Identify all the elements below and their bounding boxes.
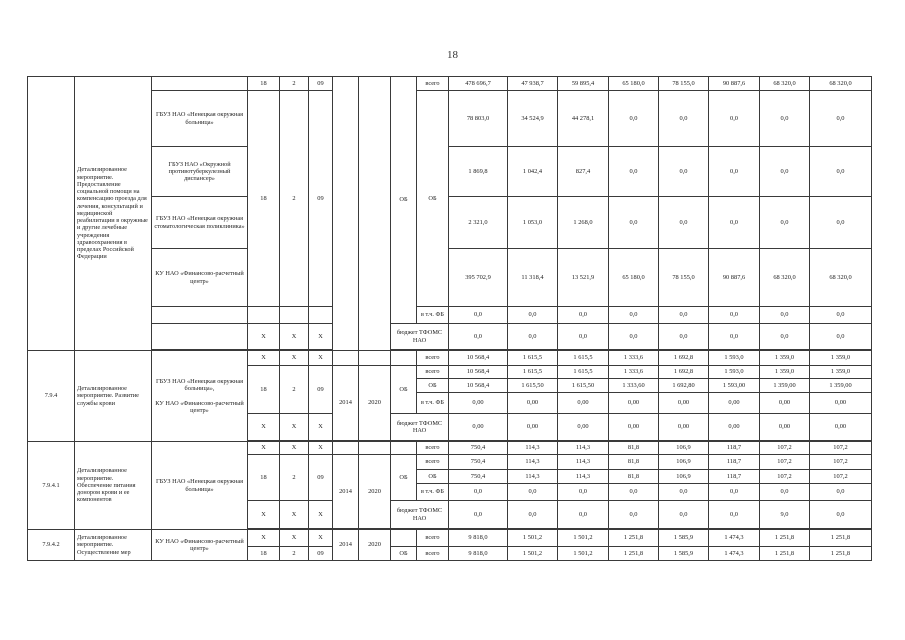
total-label: всего [417,547,449,561]
code-cell: 2 [280,366,309,414]
value-cell: 78 803,0 [449,91,508,147]
value-cell: 1 615,50 [558,379,609,393]
value-cell: 78 155,0 [659,77,709,91]
value-cell: 47 938,7 [508,77,558,91]
empty-cell [152,324,248,350]
value-cell: 107,2 [810,455,872,470]
value-cell: 1 359,0 [810,366,872,379]
value-cell: 1 251,8 [609,547,659,561]
code-cell: 18 [248,547,280,561]
value-cell: 0,0 [609,324,659,350]
value-cell: 0,0 [508,484,558,501]
value-cell: 1 359,00 [760,379,810,393]
code-cell: 18 [248,91,280,307]
value-cell: 0,0 [760,147,810,197]
year-from-cell: 2014 [333,455,359,529]
empty-cell [333,351,359,366]
value-cell: 65 180,0 [609,249,659,307]
value-cell: 395 702,9 [449,249,508,307]
value-cell: 114,3 [508,470,558,484]
code-cell: 09 [309,547,333,561]
value-cell: 0,0 [508,324,558,350]
empty-cell [152,307,248,324]
value-cell: 750,4 [449,470,508,484]
value-cell: 78 155,0 [659,249,709,307]
value-cell: 0,0 [609,197,659,249]
row-number-cell: 7.9.4.1 [28,442,75,530]
page-number: 18 [447,49,458,61]
value-cell: 107,2 [760,442,810,455]
value-cell: 13 521,9 [558,249,609,307]
value-cell: 1 615,5 [508,366,558,379]
code-cell: X [280,324,309,350]
value-cell: 68 320,0 [760,77,810,91]
value-cell: 0,0 [609,484,659,501]
year-to-cell: 2020 [359,455,391,529]
value-cell: 0,0 [449,484,508,501]
code-cell: X [248,501,280,529]
value-cell: 118,7 [709,455,760,470]
value-cell: 114,3 [558,455,609,470]
value-cell: 68 320,0 [810,249,872,307]
value-cell: 0,0 [659,307,709,324]
value-cell: 0,0 [558,501,609,529]
responsible-org: ГБУЗ НАО «Ненецкая окружная больница» [152,442,248,530]
value-cell: 118,7 [709,470,760,484]
value-cell: 0,0 [508,307,558,324]
table-row [28,351,872,366]
value-cell: 0,00 [449,414,508,441]
responsible-org: ГБУЗ НАО «Ненецкая окружная стоматологическая поликлиника» [152,197,248,249]
value-cell: 118,7 [709,442,760,455]
value-cell: 0,00 [508,414,558,441]
value-cell: 59 895,4 [558,77,609,91]
code-cell: 09 [309,455,333,501]
empty-cell [391,351,417,366]
value-cell: 1 501,2 [508,530,558,547]
total-label: всего [417,442,449,455]
value-cell: 0,0 [709,197,760,249]
row-number-cell [28,77,75,351]
value-cell: 1 692,8 [659,366,709,379]
code-cell: 2 [280,455,309,501]
value-cell: 0,00 [558,393,609,414]
value-cell: 114,3 [558,470,609,484]
table-row [28,197,872,249]
value-cell: 0,00 [709,414,760,441]
value-cell: 1 869,8 [449,147,508,197]
value-cell: 10 568,4 [449,351,508,366]
value-cell: 0,00 [508,393,558,414]
year-from-cell: 2014 [333,530,359,561]
value-cell: 0,0 [659,501,709,529]
value-cell: 0,0 [558,324,609,350]
value-cell: 0,0 [810,324,872,350]
table-row [28,307,872,324]
value-cell: 0,0 [810,307,872,324]
responsible-org [152,351,248,442]
value-cell: 0,00 [609,393,659,414]
table-row [28,147,872,197]
value-cell: 1 501,2 [508,547,558,561]
value-cell: 0,00 [760,414,810,441]
empty-cell [280,307,309,324]
value-cell: 90 887,6 [709,77,760,91]
total-label: всего [417,530,449,547]
ob-label: ОБ [417,470,449,484]
fb-label: в т.ч. ФБ [417,393,449,414]
value-cell: 1 692,8 [659,351,709,366]
value-cell: 0,0 [709,307,760,324]
budget-source-label: ОБ [391,366,417,414]
value-cell: 1 692,80 [659,379,709,393]
code-cell: 2 [280,547,309,561]
code-cell: X [248,414,280,441]
code-cell: X [309,501,333,529]
value-cell: 0,0 [760,324,810,350]
empty-cell [359,442,391,455]
tfoms-label: бюджет ТФОМС НАО [391,324,449,350]
value-cell: 106,9 [659,470,709,484]
activity-description: Детализированное мероприятие. Осуществление мер [75,530,152,561]
table-row [28,324,872,350]
value-cell: 0,00 [449,393,508,414]
empty-cell [391,530,417,547]
value-cell: 11 318,4 [508,249,558,307]
value-cell: 1 593,00 [709,379,760,393]
code-cell: X [309,351,333,366]
value-cell: 34 524,9 [508,91,558,147]
value-cell: 1 474,3 [709,547,760,561]
value-cell: 9 818,0 [449,530,508,547]
total-label: всего [417,351,449,366]
value-cell: 0,00 [709,393,760,414]
value-cell: 65 180,0 [609,77,659,91]
code-cell: X [309,530,333,547]
value-cell: 1 333,6 [609,366,659,379]
value-cell: 0,0 [709,147,760,197]
responsible-org: КУ НАО «Финансово-расчетный центр» [152,530,248,561]
empty-cell [248,307,280,324]
code-cell: X [309,324,333,350]
code-cell: X [280,351,309,366]
value-cell: 1 042,4 [508,147,558,197]
value-cell: 81,8 [609,470,659,484]
value-cell: 44 278,1 [558,91,609,147]
value-cell: 1 359,0 [810,351,872,366]
value-cell: 9,0 [760,501,810,529]
value-cell: 827,4 [558,147,609,197]
value-cell: 0,0 [659,484,709,501]
value-cell: 0,0 [609,307,659,324]
code-cell: 2 [280,91,309,307]
code-cell: X [309,414,333,441]
value-cell: 0,0 [709,484,760,501]
value-cell: 114,3 [558,442,609,455]
total-label: всего [417,77,449,91]
value-cell: 0,0 [709,501,760,529]
row-number-cell: 7.9.4 [28,351,75,442]
value-cell: 750,4 [449,442,508,455]
value-cell: 81,8 [609,442,659,455]
code-cell: 18 [248,455,280,501]
fb-label: в т.ч. ФБ [417,307,449,324]
ob-label: ОБ [417,379,449,393]
code-cell: 09 [309,77,333,91]
value-cell: 107,2 [810,442,872,455]
value-cell: 1 615,5 [558,366,609,379]
value-cell: 0,0 [609,147,659,197]
code-cell: X [280,414,309,441]
code-cell: X [248,324,280,350]
empty-cell [152,77,248,91]
value-cell: 0,0 [558,484,609,501]
year-from-cell [333,77,359,351]
empty-cell [309,307,333,324]
value-cell: 0,0 [508,501,558,529]
fb-label: в т.ч. ФБ [417,484,449,501]
value-cell: 107,2 [760,455,810,470]
value-cell: 1 251,8 [760,530,810,547]
value-cell: 0,0 [760,307,810,324]
org-line: ГБУЗ НАО «Ненецкая окружная больница», [155,377,244,393]
code-cell: X [248,351,280,366]
budget-source-label: ОБ [391,547,417,561]
value-cell: 1 585,9 [659,547,709,561]
code-cell: X [248,530,280,547]
value-cell: 750,4 [449,455,508,470]
code-cell: X [280,530,309,547]
year-from-cell: 2014 [333,366,359,441]
value-cell: 107,2 [760,470,810,484]
value-cell: 68 320,0 [810,77,872,91]
value-cell: 0,0 [659,197,709,249]
value-cell: 1 501,2 [558,547,609,561]
total-label: всего [417,455,449,470]
value-cell: 0,0 [558,307,609,324]
activity-description: Детализированное мероприятие. Развитие службы крови [75,351,152,442]
value-cell: 1 615,5 [508,351,558,366]
value-cell: 0,0 [810,197,872,249]
value-cell: 0,0 [810,484,872,501]
value-cell: 1 593,0 [709,351,760,366]
code-cell: 18 [248,77,280,91]
value-cell: 0,00 [659,393,709,414]
table-row [28,530,872,547]
year-to-cell: 2020 [359,530,391,561]
total-label: всего [417,366,449,379]
value-cell: 0,0 [609,91,659,147]
value-cell: 1 615,5 [558,351,609,366]
value-cell: 1 615,50 [508,379,558,393]
value-cell: 0,0 [449,324,508,350]
value-cell: 81,8 [609,455,659,470]
code-cell: 2 [280,77,309,91]
tfoms-label: бюджет ТФОМС НАО [391,501,449,529]
value-cell: 0,0 [709,91,760,147]
value-cell: 0,0 [810,501,872,529]
value-cell: 1 268,0 [558,197,609,249]
value-cell: 0,00 [659,414,709,441]
value-cell: 0,00 [810,414,872,441]
value-cell: 1 359,0 [760,366,810,379]
value-cell: 114,3 [508,455,558,470]
value-cell: 1 593,0 [709,366,760,379]
value-cell: 0,0 [659,324,709,350]
code-cell: X [280,501,309,529]
responsible-org: ГБУЗ НАО «Окружной противотуберкулезный диспансер» [152,147,248,197]
table-row [28,249,872,307]
code-cell: 09 [309,366,333,414]
code-cell: X [309,442,333,455]
value-cell: 1 359,0 [760,351,810,366]
responsible-org: КУ НАО «Финансово-расчетный центр» [152,249,248,307]
activity-description: Детализированное мероприятие. Предоставление социальной помощи на компенсацию проезда для лечения, консультаций и медицинской реабилитации в окружные и другие лечебные учреждения здравоохранения в пределах Российской Федерации [75,77,152,351]
value-cell: 106,9 [659,455,709,470]
activity-description: Детализированное мероприятие. Обеспечение питания донором крови и ее компонентов [75,442,152,530]
value-cell: 10 568,4 [449,366,508,379]
code-cell: 18 [248,366,280,414]
value-cell: 1 333,6 [609,351,659,366]
value-cell: 0,0 [760,484,810,501]
value-cell: 1 501,2 [558,530,609,547]
value-cell: 0,00 [760,393,810,414]
year-to-cell [359,77,391,351]
responsible-org: ГБУЗ НАО «Ненецкая окружная больница» [152,91,248,147]
value-cell: 9 818,0 [449,547,508,561]
value-cell: 0,0 [810,91,872,147]
value-cell: 0,00 [558,414,609,441]
program-budget-table [27,76,872,561]
value-cell: 1 251,8 [810,530,872,547]
year-to-cell: 2020 [359,366,391,441]
value-cell: 0,0 [709,324,760,350]
budget-source-label: ОБ [391,77,417,324]
code-cell: X [280,442,309,455]
value-cell: 106,9 [659,442,709,455]
empty-cell [391,442,417,455]
row-number-cell: 7.9.4.2 [28,530,75,561]
value-cell: 1 585,9 [659,530,709,547]
value-cell: 0,0 [659,147,709,197]
code-cell: 09 [309,91,333,307]
org-line: КУ НАО «Финансово-расчетный центр» [155,399,244,414]
value-cell: 478 696,7 [449,77,508,91]
table-row [28,91,872,147]
value-cell: 1 333,60 [609,379,659,393]
value-cell: 0,0 [810,147,872,197]
value-cell: 1 474,3 [709,530,760,547]
table-row [28,77,872,91]
value-cell: 0,0 [760,197,810,249]
value-cell: 107,2 [810,470,872,484]
table-row [28,442,872,455]
value-cell: 114,3 [508,442,558,455]
budget-source-label: ОБ [391,455,417,501]
value-cell: 1 053,0 [508,197,558,249]
value-cell: 10 568,4 [449,379,508,393]
value-cell: 2 321,0 [449,197,508,249]
budget-source-label: ОБ [417,91,449,307]
value-cell: 90 887,6 [709,249,760,307]
value-cell: 0,0 [659,91,709,147]
value-cell: 0,00 [609,414,659,441]
value-cell: 0,0 [760,91,810,147]
tfoms-label: бюджет ТФОМС НАО [391,414,449,441]
empty-cell [359,351,391,366]
value-cell: 0,00 [810,393,872,414]
value-cell: 1 251,8 [810,547,872,561]
value-cell: 1 251,8 [609,530,659,547]
empty-cell [333,442,359,455]
value-cell: 0,0 [609,501,659,529]
value-cell: 0,0 [449,307,508,324]
value-cell: 68 320,0 [760,249,810,307]
value-cell: 1 359,00 [810,379,872,393]
code-cell: X [248,442,280,455]
value-cell: 0,0 [449,501,508,529]
value-cell: 1 251,8 [760,547,810,561]
